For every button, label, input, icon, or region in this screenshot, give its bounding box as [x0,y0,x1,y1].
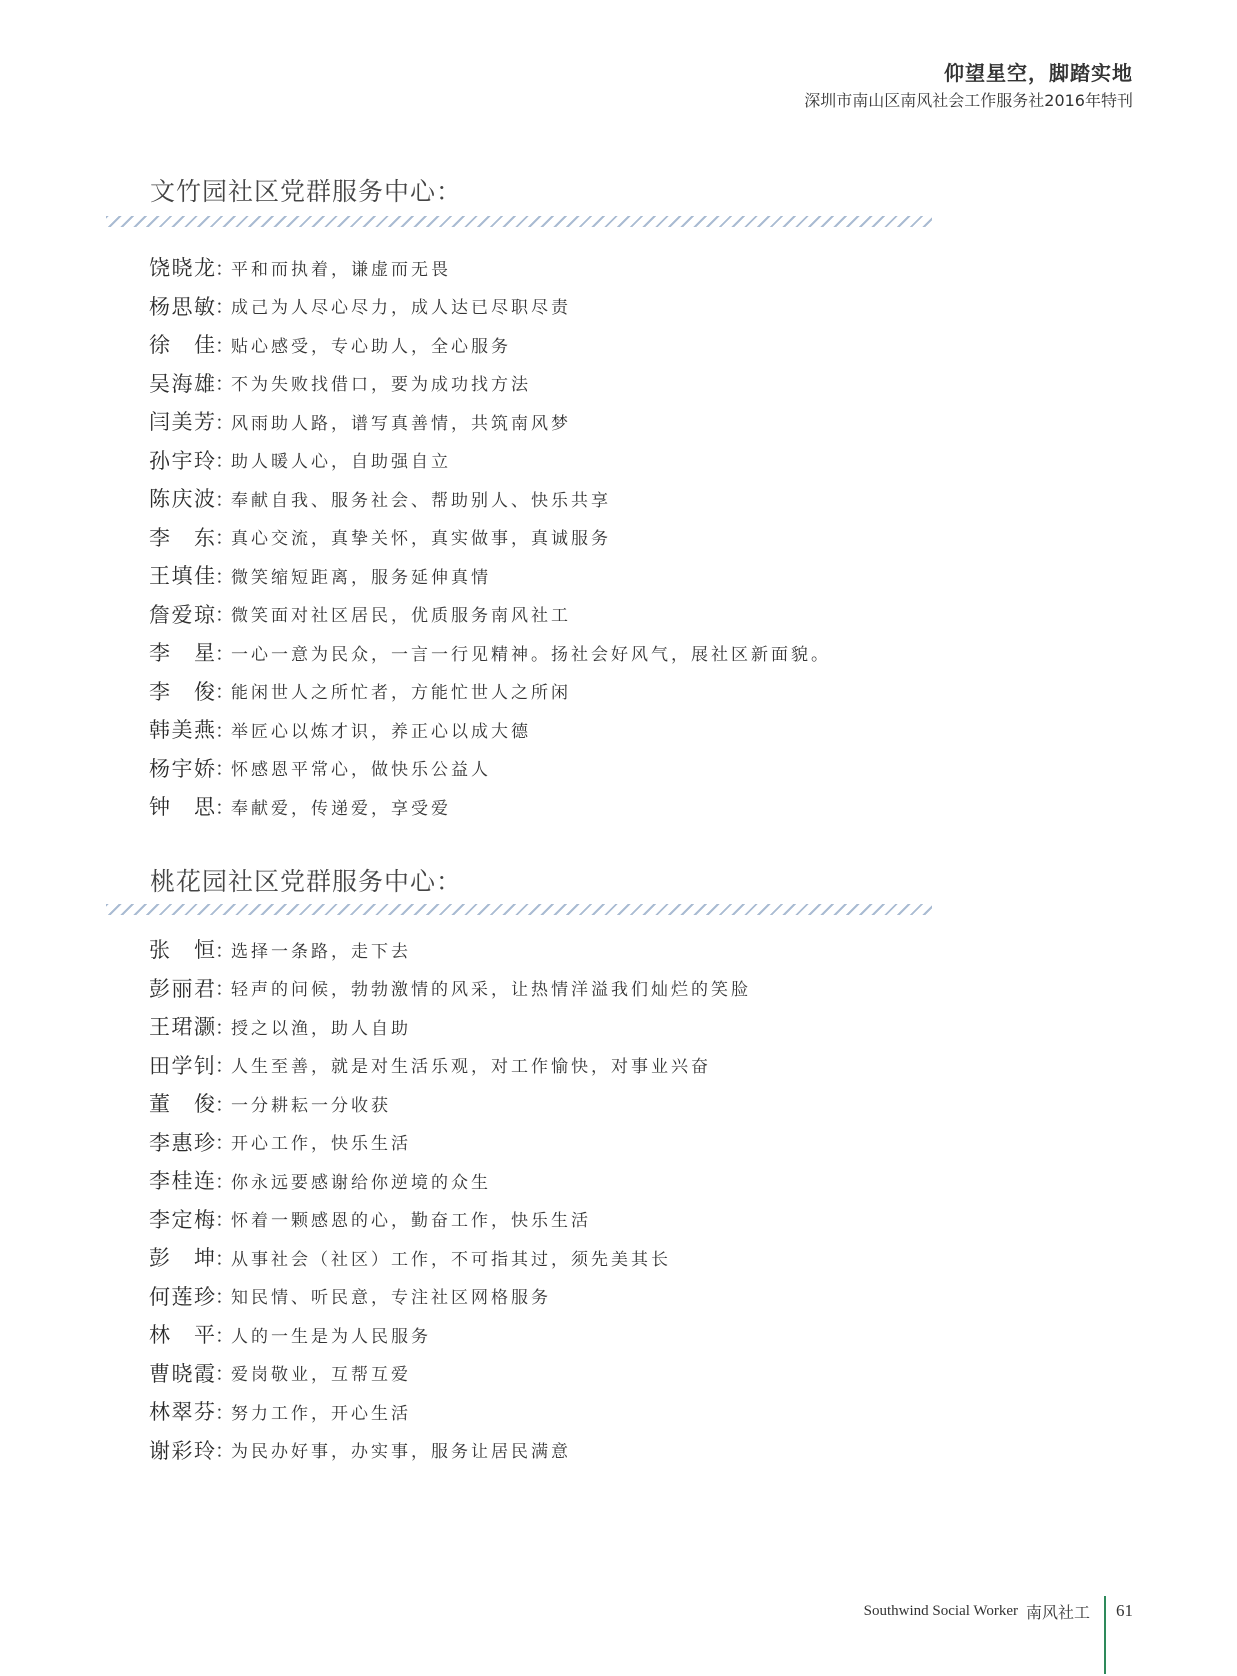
member-name: 彭丽君 [149,976,215,1001]
separator-colon: ： [215,373,235,396]
header-title: 仰望星空，脚踏实地 [944,61,1133,85]
list-item [149,787,831,826]
separator-colon: ： [215,334,235,357]
section-divider [106,904,932,915]
footer-english-title: Southwind Social Worker [863,1602,1018,1619]
separator-colon: ： [215,450,235,473]
member-motto: 努力工作，开心生活 [231,1403,411,1424]
member-name: 孙宇玲 [149,448,215,473]
member-name: 林 平 [149,1323,215,1348]
list-item [149,1161,751,1200]
member-motto: 一心一意为民众，一言一行见精神。扬社会好风气，展社区新面貌。 [231,644,831,665]
separator-colon: ： [215,296,235,319]
member-motto: 成己为人尽心尽力，成人达已尽职尽责 [231,298,571,319]
separator-colon: ： [215,939,235,962]
member-name: 彭 坤 [149,1246,215,1271]
separator-colon: ： [215,565,235,588]
member-name: 闫美芳 [149,410,215,435]
member-name: 李桂连 [149,1169,215,1194]
separator-colon: ： [215,527,235,550]
member-motto: 贴心感受，专心助人，全心服务 [231,336,511,357]
member-name: 王珺灏 [149,1015,215,1040]
list-item [149,1007,751,1046]
member-name: 田学钊 [149,1053,215,1078]
list-item [149,930,751,969]
list-item [149,402,831,441]
list-item [149,710,831,749]
member-motto: 能闲世人之所忙者，方能忙世人之所闲 [231,683,571,704]
member-motto: 一分耕耘一分收获 [231,1095,391,1116]
list-item [149,749,831,788]
member-name: 钟 思 [149,795,215,820]
list-item [149,441,831,480]
list-item [149,672,831,711]
member-name: 韩美燕 [149,718,215,743]
separator-colon: ： [215,1363,235,1386]
list-item [149,1392,751,1431]
member-motto: 轻声的问候，勃勃激情的风采，让热情洋溢我们灿烂的笑脸 [231,980,751,1001]
member-motto: 平和而执着，谦虚而无畏 [231,259,451,280]
list-item [149,1431,751,1470]
member-name: 杨宇娇 [149,756,215,781]
separator-colon: ： [215,1016,235,1039]
separator-colon: ： [215,1093,235,1116]
list-item [149,325,831,364]
member-name: 李 星 [149,641,215,666]
separator-colon: ： [215,488,235,511]
member-motto: 真心交流，真挚关怀，真实做事，真诚服务 [231,529,611,550]
separator-colon: ： [215,1209,235,1232]
member-motto: 怀感恩平常心，做快乐公益人 [231,760,491,781]
separator-colon: ： [215,978,235,1001]
separator-colon: ： [215,1247,235,1270]
member-motto: 为民办好事，办实事，服务让居民满意 [231,1442,571,1463]
separator-colon: ： [215,1055,235,1078]
separator-colon: ： [215,1132,235,1155]
list-item [149,1200,751,1239]
member-motto: 选择一条路，走下去 [231,941,411,962]
member-motto: 你永远要感谢给你逆境的众生 [231,1172,491,1193]
member-name: 林翠芬 [149,1400,215,1425]
list-item [149,248,831,287]
member-name: 陈庆波 [149,487,215,512]
member-motto: 开心工作，快乐生活 [231,1134,411,1155]
member-name: 饶晓龙 [149,256,215,281]
separator-colon: ： [215,719,235,742]
member-name: 董 俊 [149,1092,215,1117]
list-item [149,1277,751,1316]
member-motto: 怀着一颗感恩的心，勤奋工作，快乐生活 [231,1211,591,1232]
member-name: 何莲珍 [149,1284,215,1309]
separator-colon: ： [215,257,235,280]
separator-colon: ： [215,642,235,665]
list-item [149,595,831,634]
separator-colon: ： [215,1401,235,1424]
separator-colon: ： [215,1286,235,1309]
page-number: 61 [1116,1601,1133,1620]
separator-colon: ： [215,796,235,819]
member-motto: 举匠心以炼才识，养正心以成大德 [231,721,531,742]
separator-colon: ： [215,681,235,704]
page-footer [864,1596,1133,1626]
list-item [149,633,831,672]
footer-chinese-title: 南风社工 [1025,1602,1090,1622]
member-motto: 微笑缩短距离，服务延伸真情 [231,567,491,588]
separator-colon: ： [215,758,235,781]
member-name: 詹爱琼 [149,602,215,627]
list-item [149,479,831,518]
member-name: 曹晓霞 [149,1361,215,1386]
list-item [149,556,831,595]
member-motto: 微笑面对社区居民，优质服务南风社工 [231,606,571,627]
section-title-wenzhuyuan: 文竹园社区党群服务中心： [150,177,463,206]
member-motto: 授之以渔，助人自助 [231,1018,411,1039]
page-header [804,58,1133,114]
member-motto: 助人暖人心，自助强自立 [231,452,451,473]
member-motto: 风雨助人路，谱写真善情，共筑南风梦 [231,413,571,434]
list-item [149,1084,751,1123]
separator-colon: ： [215,604,235,627]
separator-colon: ： [215,411,235,434]
list-item [149,969,751,1008]
member-motto: 人生至善，就是对生活乐观，对工作愉快，对事业兴奋 [231,1057,711,1078]
member-motto: 爱岗敬业，互帮互爱 [231,1365,411,1386]
member-motto: 人的一生是为人民服务 [231,1326,431,1347]
member-name: 张 恒 [149,938,215,963]
section-title-taohuayuan: 桃花园社区党群服务中心： [150,867,463,896]
list-item [149,1046,751,1085]
list-item [149,364,831,403]
member-name: 谢彩玲 [149,1438,215,1463]
separator-colon: ： [215,1440,235,1463]
list-item [149,287,831,326]
member-name: 李惠珍 [149,1130,215,1155]
separator-colon: ： [215,1324,235,1347]
member-name: 李 东 [149,525,215,550]
member-name: 王填佳 [149,564,215,589]
list-item [149,1123,751,1162]
member-name: 杨思敏 [149,294,215,319]
member-motto: 从事社会（社区）工作，不可指其过，须先美其长 [231,1249,671,1270]
list-item [149,1315,751,1354]
member-name: 徐 佳 [149,333,215,358]
footer-divider-bar [1104,1596,1106,1674]
separator-colon: ： [215,1170,235,1193]
member-name: 李定梅 [149,1207,215,1232]
member-motto: 知民情、听民意，专注社区网格服务 [231,1288,551,1309]
entry-list-taohuayuan [149,930,751,1469]
member-motto: 不为失败找借口，要为成功找方法 [231,375,531,396]
list-item [149,1354,751,1393]
member-motto: 奉献自我、服务社会、帮助别人、快乐共享 [231,490,611,511]
member-motto: 奉献爱，传递爱，享受爱 [231,798,451,819]
section-divider [106,216,932,227]
list-item [149,518,831,557]
entry-list-wenzhuyuan [149,248,831,826]
list-item [149,1238,751,1277]
member-name: 李 俊 [149,679,215,704]
member-name: 吴海雄 [149,371,215,396]
header-subtitle: 深圳市南山区南风社会工作服务社2016年特刊 [804,91,1133,110]
